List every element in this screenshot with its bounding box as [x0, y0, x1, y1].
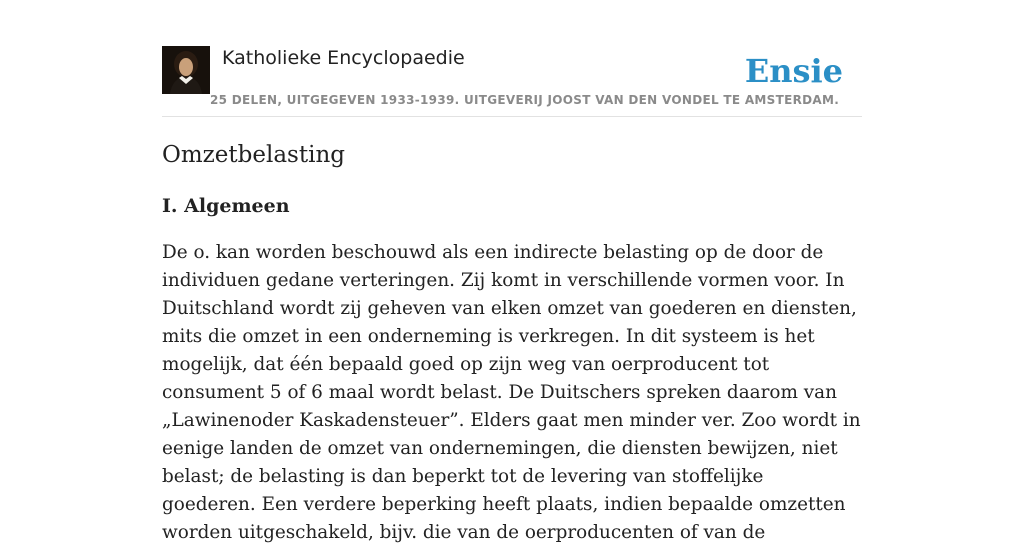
- source-header: [162, 46, 862, 117]
- source-subtitle: 25 DELEN, UITGEGEVEN 1933-1939. UITGEVERIJ JOOST VAN DEN VONDEL TE AMSTERDAM.: [210, 93, 840, 107]
- source-title[interactable]: Katholieke Encyclopaedie: [222, 47, 465, 69]
- article-page: [162, 0, 862, 543]
- article-body: De o. kan worden beschouwd als een indirecte belasting op de door de individuen gedane verteringen. Zij komt in verschillende vormen voor. In Duitschland wordt zij geheven van elken omzet van goederen en diensten, mits die omzet in een onderneming is verkregen. In dit systeem is het mogelijk, dat één bepaald goed op zijn weg van oerproducent tot consument 5 of 6 maal wordt belast. De Duitschers spreken daarom van „Lawinenoder Kaskadensteuer”. Elders gaat men minder ver. Zoo wordt in eenige landen de omzet van ondernemingen, die diensten bewijzen, niet belast; de belasting is dan beperkt tot de levering van stoffelijke goederen. Een verdere beperking heeft plaats, indien bepaalde omzetten worden uitgeschakeld, bijv. die van de oerproducenten of van de: [162, 242, 861, 543]
- section-heading: I. Algemeen: [162, 195, 290, 217]
- article-title: Omzetbelasting: [162, 142, 345, 168]
- portrait-avatar[interactable]: [162, 46, 210, 94]
- brand-logo[interactable]: Ensie: [744, 52, 843, 90]
- portrait-icon: [162, 46, 210, 94]
